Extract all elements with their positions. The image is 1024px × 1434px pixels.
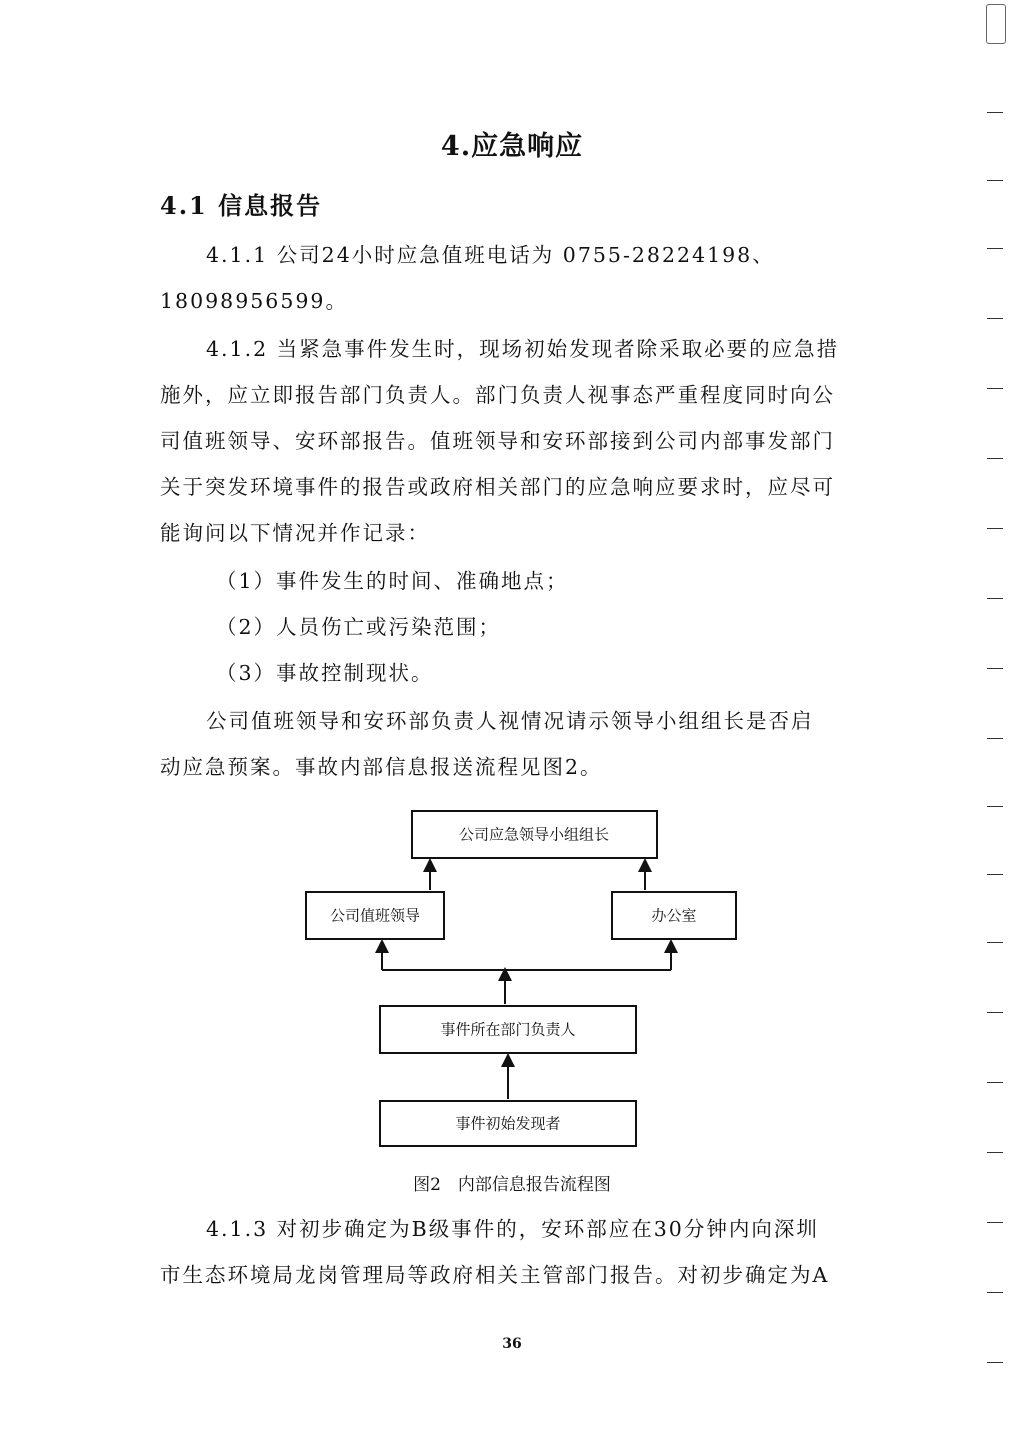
- section-heading: 4.1 信息报告: [160, 191, 323, 220]
- paragraph-line: 4.1.3 对初步确定为B级事件的，安环部应在30分钟内向深圳: [206, 1217, 819, 1241]
- node-duty: 公司值班领导: [329, 906, 421, 925]
- paragraph-line: 施外，应立即报告部门负责人。部门负责人视事态严重程度同时向公: [160, 383, 835, 407]
- paragraph-line: 4.1.1 公司24小时应急值班电话为 0755-28224198、: [206, 243, 775, 267]
- page-number: 36: [502, 1336, 522, 1352]
- node-finder: 事件初始发现者: [455, 1114, 561, 1133]
- paragraph-line: 能询问以下情况并作记录：: [160, 521, 430, 545]
- list-item: （3）事故控制现状。: [216, 661, 434, 685]
- figure-caption: 图2 内部信息报告流程图: [413, 1175, 611, 1195]
- node-office: 办公室: [651, 906, 697, 925]
- paragraph-line: 公司值班领导和安环部负责人视情况请示领导小组组长是否启: [206, 709, 814, 733]
- paragraph-line: 市生态环境局龙岗管理局等政府相关主管部门报告。对初步确定为A: [160, 1263, 830, 1287]
- paragraph-line: 4.1.2 当紧急事件发生时，现场初始发现者除采取必要的应急措: [206, 337, 840, 361]
- paragraph-line: 18098956599。: [160, 289, 348, 313]
- node-leader: 公司应急领导小组组长: [458, 825, 610, 844]
- paragraph-line: 司值班领导、安环部报告。值班领导和安环部接到公司内部事发部门: [160, 429, 835, 453]
- chapter-title: 4.应急响应: [440, 131, 584, 162]
- list-item: （1）事件发生的时间、准确地点；: [216, 569, 569, 593]
- paragraph-line: 动应急预案。事故内部信息报送流程见图2。: [160, 755, 603, 779]
- paragraph-line: 关于突发环境事件的报告或政府相关部门的应急响应要求时，应尽可: [160, 475, 835, 499]
- list-item: （2）人员伤亡或污染范围；: [216, 615, 502, 639]
- node-dept: 事件所在部门负责人: [440, 1020, 576, 1039]
